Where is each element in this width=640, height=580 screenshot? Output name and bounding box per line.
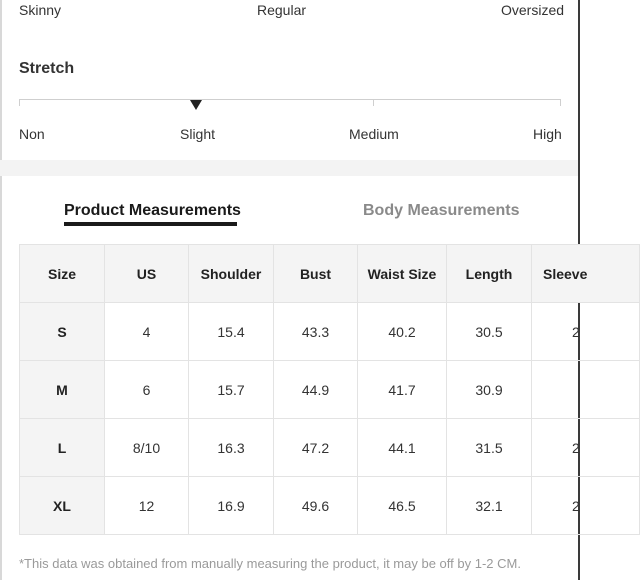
column-header-us: US [105, 245, 189, 303]
table-cell: 6 [105, 361, 189, 419]
table-cell: 49.6 [274, 477, 358, 535]
table-cell: 12 [105, 477, 189, 535]
column-header-sleeve: Sleeve [532, 245, 640, 303]
table-cell: 16.9 [189, 477, 274, 535]
triangle-down-icon [190, 100, 202, 110]
size-cell: XL [20, 477, 105, 535]
table-row [20, 419, 640, 477]
table-cell: 4 [105, 303, 189, 361]
stretch-tick [373, 99, 374, 106]
size-cell: S [20, 303, 105, 361]
table-cell: 16.3 [189, 419, 274, 477]
table-cell: 43.3 [274, 303, 358, 361]
table-cell: 8/10 [105, 419, 189, 477]
size-cell: L [20, 419, 105, 477]
column-header-length: Length [447, 245, 532, 303]
column-header-size: Size [20, 245, 105, 303]
column-header-shoulder: Shoulder [189, 245, 274, 303]
fit-label-oversized: Oversized [501, 2, 565, 18]
measurements-table [19, 244, 640, 535]
section-divider-band [0, 160, 578, 176]
stretch-scale-line [19, 99, 561, 100]
table-cell: 41.7 [358, 361, 447, 419]
stretch-label-high: High [533, 126, 562, 142]
table-cell: 46.5 [358, 477, 447, 535]
stretch-label-medium: Medium [349, 126, 399, 142]
measurement-disclaimer: *This data was obtained from manually measuring the product, it may be off by 1-2 CM. [19, 556, 521, 571]
table-cell: 2 [532, 419, 640, 477]
table-cell: 32.1 [447, 477, 532, 535]
tab-product-measurements[interactable]: Product Measurements [64, 202, 241, 219]
fit-label-skinny: Skinny [19, 2, 62, 18]
stretch-tick [19, 99, 20, 106]
left-border [0, 0, 2, 580]
table-cell: 40.2 [358, 303, 447, 361]
table-cell: 30.9 [447, 361, 532, 419]
table-cell: 31.5 [447, 419, 532, 477]
size-cell: M [20, 361, 105, 419]
table-cell: 2 [532, 303, 640, 361]
measurements-table-container[interactable] [19, 244, 588, 536]
column-header-bust: Bust [274, 245, 358, 303]
table-row [20, 361, 640, 419]
active-tab-indicator [64, 222, 237, 226]
stretch-tick [560, 99, 561, 106]
table-cell: 44.9 [274, 361, 358, 419]
stretch-title: Stretch [19, 60, 75, 77]
stretch-label-slight: Slight [180, 126, 216, 142]
table-cell [532, 361, 640, 419]
fit-label-regular: Regular [257, 2, 307, 18]
stretch-label-non: Non [19, 126, 45, 142]
table-cell: 44.1 [358, 419, 447, 477]
column-header-waist-size: Waist Size [358, 245, 447, 303]
table-cell: 15.7 [189, 361, 274, 419]
table-row [20, 477, 640, 535]
table-header-row [20, 245, 640, 303]
tab-body-measurements[interactable]: Body Measurements [363, 202, 520, 219]
table-cell: 15.4 [189, 303, 274, 361]
table-row [20, 303, 640, 361]
table-cell: 30.5 [447, 303, 532, 361]
table-cell: 47.2 [274, 419, 358, 477]
table-cell: 2 [532, 477, 640, 535]
